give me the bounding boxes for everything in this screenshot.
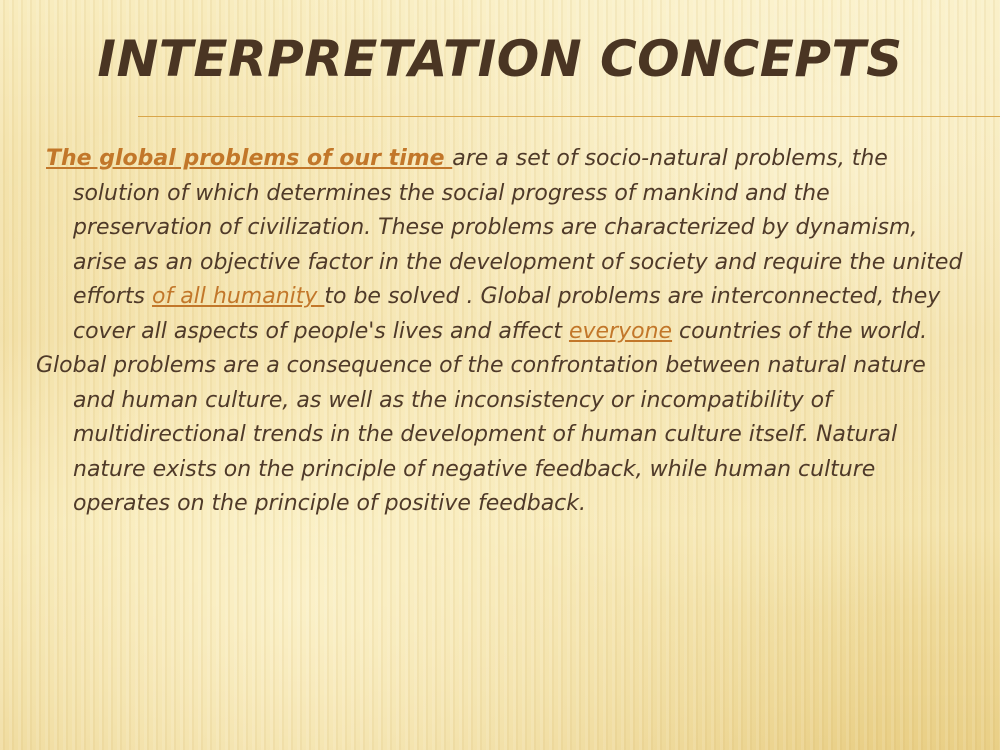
paragraph-global-problems-definition (36, 142, 966, 349)
paragraph-text: are a set of socio-natural problems, the solution of which determines the social progress of mankind and the preservation of civilization. These problems are characterized by dynamism, arise as an objective factor in the development of society and require the united efforts (73, 146, 963, 309)
paragraph-text: to be solved . Global problems are interconnected, they cover all aspects of people's lives and affect (73, 284, 941, 344)
title-divider (138, 116, 1000, 117)
link-of-all-humanity[interactable]: of all humanity (152, 284, 325, 309)
paragraph-global-problems-consequence: Global problems are a consequence of the confrontation between natural nature and human culture, as well as the inconsistency or incompatibility of multidirectional trends in the development of human culture itself. Natural nature exists on the principle of negative feedback, while human culture operates on the principle of positive feedback. (36, 353, 926, 516)
link-global-problems-term[interactable]: The global problems of our time (46, 146, 453, 171)
slide-title: INTERPRETATION CONCEPTS (97, 30, 903, 88)
paragraph-text: countries of the world. (672, 318, 928, 344)
link-everyone[interactable]: everyone (568, 318, 673, 344)
slide-body (36, 142, 966, 522)
